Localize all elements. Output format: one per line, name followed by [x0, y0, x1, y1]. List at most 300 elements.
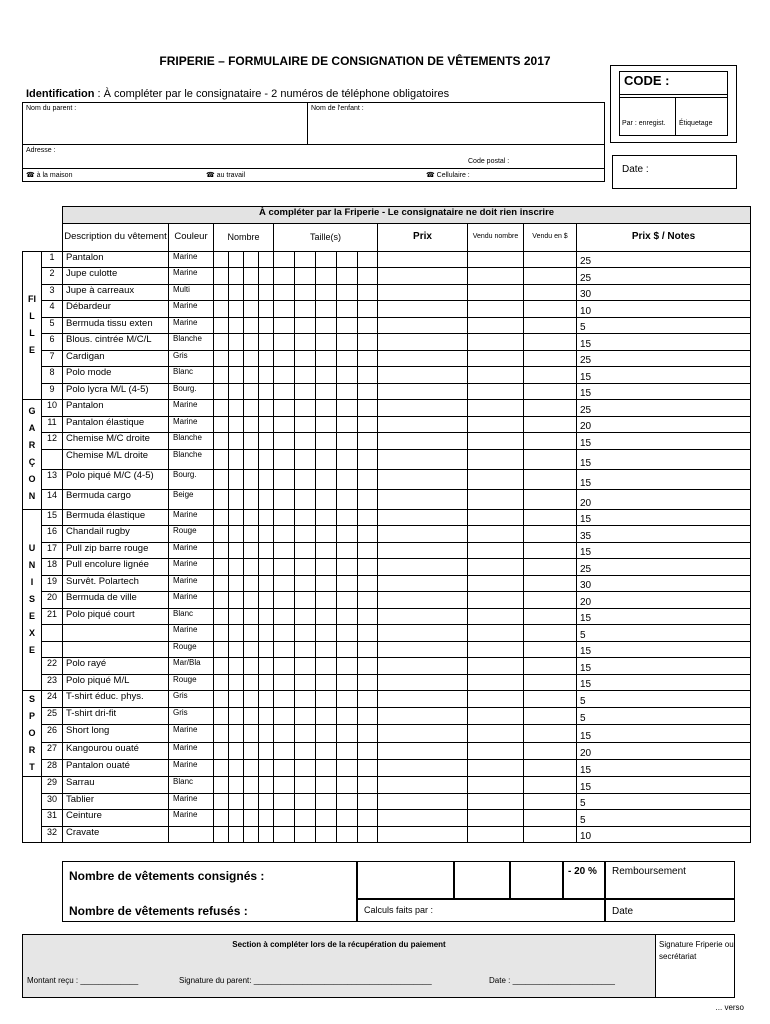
prix-cell[interactable] — [378, 449, 468, 469]
taille-cell[interactable] — [295, 416, 316, 433]
prix-cell[interactable] — [378, 592, 468, 609]
taille-cell[interactable] — [358, 317, 378, 334]
nombre-cell[interactable] — [244, 367, 259, 384]
taille-cell[interactable] — [337, 691, 358, 708]
vendu-nombre-cell[interactable] — [468, 433, 524, 450]
taille-cell[interactable] — [316, 608, 337, 625]
vendu-dollars-cell[interactable] — [524, 251, 577, 268]
taille-cell[interactable] — [274, 469, 295, 489]
taille-cell[interactable] — [337, 367, 358, 384]
vendu-dollars-cell[interactable] — [524, 301, 577, 318]
vendu-dollars-cell[interactable] — [524, 334, 577, 351]
vendu-dollars-cell[interactable] — [524, 317, 577, 334]
taille-cell[interactable] — [295, 509, 316, 526]
taille-cell[interactable] — [274, 350, 295, 367]
taille-cell[interactable] — [274, 826, 295, 843]
prix-cell[interactable] — [378, 810, 468, 827]
taille-cell[interactable] — [274, 542, 295, 559]
taille-cell[interactable] — [295, 826, 316, 843]
vendu-nombre-cell[interactable] — [468, 334, 524, 351]
vendu-nombre-cell[interactable] — [468, 674, 524, 691]
taille-cell[interactable] — [337, 383, 358, 400]
vendu-dollars-cell[interactable] — [524, 509, 577, 526]
vendu-nombre-cell[interactable] — [468, 317, 524, 334]
nombre-cell[interactable] — [259, 449, 274, 469]
date-field[interactable]: Date : — [612, 155, 737, 189]
taille-cell[interactable] — [358, 641, 378, 658]
vendu-nombre-cell[interactable] — [468, 350, 524, 367]
taille-cell[interactable] — [295, 625, 316, 642]
taille-cell[interactable] — [358, 708, 378, 725]
taille-cell[interactable] — [274, 575, 295, 592]
taille-cell[interactable] — [337, 674, 358, 691]
prix-cell[interactable] — [378, 383, 468, 400]
taille-cell[interactable] — [274, 317, 295, 334]
taille-cell[interactable] — [316, 658, 337, 675]
taille-cell[interactable] — [337, 416, 358, 433]
prix-cell[interactable] — [378, 575, 468, 592]
taille-cell[interactable] — [337, 725, 358, 742]
taille-cell[interactable] — [358, 526, 378, 543]
taille-cell[interactable] — [295, 350, 316, 367]
nombre-cell[interactable] — [244, 251, 259, 268]
vendu-nombre-cell[interactable] — [468, 301, 524, 318]
vendu-nombre-cell[interactable] — [468, 367, 524, 384]
taille-cell[interactable] — [358, 334, 378, 351]
nombre-cell[interactable] — [259, 317, 274, 334]
taille-cell[interactable] — [295, 742, 316, 759]
taille-cell[interactable] — [316, 810, 337, 827]
taille-cell[interactable] — [295, 251, 316, 268]
prix-cell[interactable] — [378, 759, 468, 776]
nombre-cell[interactable] — [259, 810, 274, 827]
taille-cell[interactable] — [358, 592, 378, 609]
vendu-nombre-cell[interactable] — [468, 575, 524, 592]
vendu-dollars-cell[interactable] — [524, 383, 577, 400]
taille-cell[interactable] — [274, 742, 295, 759]
nombre-cell[interactable] — [214, 433, 229, 450]
nombre-cell[interactable] — [214, 641, 229, 658]
taille-cell[interactable] — [337, 641, 358, 658]
taille-cell[interactable] — [316, 416, 337, 433]
taille-cell[interactable] — [274, 416, 295, 433]
nombre-cell[interactable] — [229, 383, 244, 400]
parent-signature-field[interactable]: Signature du parent: ________________________________________ — [179, 976, 432, 985]
vendu-nombre-cell[interactable] — [468, 793, 524, 810]
vendu-dollars-cell[interactable] — [524, 416, 577, 433]
taille-cell[interactable] — [358, 826, 378, 843]
nombre-cell[interactable] — [259, 416, 274, 433]
vendu-nombre-cell[interactable] — [468, 559, 524, 576]
taille-cell[interactable] — [358, 542, 378, 559]
nombre-cell[interactable] — [229, 725, 244, 742]
vendu-dollars-cell[interactable] — [524, 469, 577, 489]
nombre-cell[interactable] — [259, 674, 274, 691]
taille-cell[interactable] — [316, 625, 337, 642]
taille-cell[interactable] — [337, 759, 358, 776]
nombre-cell[interactable] — [244, 759, 259, 776]
nombre-cell[interactable] — [244, 317, 259, 334]
vendu-dollars-cell[interactable] — [524, 559, 577, 576]
taille-cell[interactable] — [337, 575, 358, 592]
prix-cell[interactable] — [378, 509, 468, 526]
vendu-nombre-cell[interactable] — [468, 489, 524, 509]
taille-cell[interactable] — [316, 742, 337, 759]
nombre-cell[interactable] — [259, 793, 274, 810]
taille-cell[interactable] — [274, 658, 295, 675]
nombre-cell[interactable] — [259, 367, 274, 384]
taille-cell[interactable] — [316, 826, 337, 843]
nombre-cell[interactable] — [259, 708, 274, 725]
taille-cell[interactable] — [295, 810, 316, 827]
vendu-dollars-cell[interactable] — [524, 608, 577, 625]
nombre-cell[interactable] — [229, 416, 244, 433]
taille-cell[interactable] — [358, 559, 378, 576]
vendu-nombre-cell[interactable] — [468, 777, 524, 794]
nombre-cell[interactable] — [214, 301, 229, 318]
nombre-cell[interactable] — [259, 658, 274, 675]
taille-cell[interactable] — [295, 608, 316, 625]
taille-cell[interactable] — [337, 284, 358, 301]
taille-cell[interactable] — [295, 793, 316, 810]
taille-cell[interactable] — [337, 334, 358, 351]
prix-cell[interactable] — [378, 777, 468, 794]
vendu-nombre-cell[interactable] — [468, 416, 524, 433]
nombre-cell[interactable] — [229, 400, 244, 417]
taille-cell[interactable] — [316, 793, 337, 810]
prix-cell[interactable] — [378, 489, 468, 509]
vendu-nombre-cell[interactable] — [468, 526, 524, 543]
vendu-dollars-total-cell[interactable] — [510, 861, 563, 899]
taille-cell[interactable] — [358, 400, 378, 417]
prix-cell[interactable] — [378, 301, 468, 318]
taille-cell[interactable] — [316, 334, 337, 351]
taille-cell[interactable] — [337, 777, 358, 794]
vendu-dollars-cell[interactable] — [524, 658, 577, 675]
nombre-cell[interactable] — [259, 826, 274, 843]
vendu-dollars-cell[interactable] — [524, 526, 577, 543]
vendu-dollars-cell[interactable] — [524, 542, 577, 559]
taille-cell[interactable] — [295, 759, 316, 776]
taille-cell[interactable] — [274, 334, 295, 351]
taille-cell[interactable] — [274, 268, 295, 285]
calculs-field[interactable]: Calculs faits par : — [357, 899, 605, 922]
nombre-cell[interactable] — [259, 592, 274, 609]
taille-cell[interactable] — [295, 542, 316, 559]
nombre-cell[interactable] — [259, 526, 274, 543]
taille-cell[interactable] — [274, 625, 295, 642]
taille-cell[interactable] — [337, 449, 358, 469]
taille-cell[interactable] — [295, 641, 316, 658]
nombre-cell[interactable] — [229, 742, 244, 759]
vendu-nombre-cell[interactable] — [468, 608, 524, 625]
nombre-cell[interactable] — [244, 489, 259, 509]
taille-cell[interactable] — [337, 400, 358, 417]
taille-cell[interactable] — [337, 810, 358, 827]
home-phone-field[interactable] — [23, 169, 203, 183]
nombre-cell[interactable] — [214, 334, 229, 351]
nombre-cell[interactable] — [214, 725, 229, 742]
vendu-dollars-cell[interactable] — [524, 367, 577, 384]
vendu-nombre-cell[interactable] — [468, 725, 524, 742]
prix-cell[interactable] — [378, 658, 468, 675]
taille-cell[interactable] — [358, 793, 378, 810]
taille-cell[interactable] — [274, 251, 295, 268]
nombre-cell[interactable] — [244, 708, 259, 725]
taille-cell[interactable] — [295, 334, 316, 351]
taille-cell[interactable] — [358, 301, 378, 318]
taille-cell[interactable] — [358, 674, 378, 691]
taille-cell[interactable] — [316, 251, 337, 268]
nombre-cell[interactable] — [244, 575, 259, 592]
nombre-cell[interactable] — [229, 449, 244, 469]
vendu-nombre-cell[interactable] — [468, 383, 524, 400]
nombre-cell[interactable] — [244, 469, 259, 489]
taille-cell[interactable] — [274, 449, 295, 469]
taille-cell[interactable] — [337, 268, 358, 285]
taille-cell[interactable] — [295, 367, 316, 384]
nombre-cell[interactable] — [244, 509, 259, 526]
taille-cell[interactable] — [274, 725, 295, 742]
taille-cell[interactable] — [295, 777, 316, 794]
nombre-cell[interactable] — [229, 641, 244, 658]
taille-cell[interactable] — [274, 793, 295, 810]
nombre-cell[interactable] — [259, 301, 274, 318]
nombre-cell[interactable] — [214, 526, 229, 543]
nombre-cell[interactable] — [259, 469, 274, 489]
taille-cell[interactable] — [274, 433, 295, 450]
nombre-cell[interactable] — [259, 383, 274, 400]
nombre-cell[interactable] — [244, 268, 259, 285]
vendu-nombre-cell[interactable] — [468, 658, 524, 675]
nombre-cell[interactable] — [214, 509, 229, 526]
nombre-cell[interactable] — [214, 810, 229, 827]
vendu-dollars-cell[interactable] — [524, 725, 577, 742]
taille-cell[interactable] — [337, 559, 358, 576]
nombre-cell[interactable] — [259, 759, 274, 776]
taille-cell[interactable] — [316, 542, 337, 559]
taille-cell[interactable] — [358, 416, 378, 433]
taille-cell[interactable] — [316, 509, 337, 526]
nombre-cell[interactable] — [244, 559, 259, 576]
taille-cell[interactable] — [295, 400, 316, 417]
nombre-cell[interactable] — [214, 400, 229, 417]
nombre-cell[interactable] — [259, 559, 274, 576]
taille-cell[interactable] — [358, 509, 378, 526]
vendu-nombre-cell[interactable] — [468, 284, 524, 301]
taille-cell[interactable] — [337, 509, 358, 526]
vendu-dollars-cell[interactable] — [524, 641, 577, 658]
nombre-cell[interactable] — [259, 284, 274, 301]
nombre-cell[interactable] — [214, 625, 229, 642]
prix-cell[interactable] — [378, 251, 468, 268]
nombre-cell[interactable] — [244, 433, 259, 450]
taille-cell[interactable] — [358, 433, 378, 450]
prix-cell[interactable] — [378, 433, 468, 450]
taille-cell[interactable] — [295, 383, 316, 400]
prix-cell[interactable] — [378, 350, 468, 367]
taille-cell[interactable] — [316, 526, 337, 543]
summary-date-field[interactable]: Date — [605, 899, 735, 922]
taille-cell[interactable] — [358, 608, 378, 625]
nombre-cell[interactable] — [259, 742, 274, 759]
taille-cell[interactable] — [295, 317, 316, 334]
nombre-cell[interactable] — [244, 301, 259, 318]
vendu-nombre-cell[interactable] — [468, 268, 524, 285]
taille-cell[interactable] — [316, 268, 337, 285]
nombre-cell[interactable] — [229, 526, 244, 543]
nombre-cell[interactable] — [244, 625, 259, 642]
taille-cell[interactable] — [274, 383, 295, 400]
taille-cell[interactable] — [337, 625, 358, 642]
taille-cell[interactable] — [337, 542, 358, 559]
vendu-dollars-cell[interactable] — [524, 742, 577, 759]
taille-cell[interactable] — [337, 708, 358, 725]
nombre-cell[interactable] — [259, 350, 274, 367]
nombre-cell[interactable] — [214, 469, 229, 489]
nombre-cell[interactable] — [214, 284, 229, 301]
vendu-dollars-cell[interactable] — [524, 674, 577, 691]
nombre-cell[interactable] — [259, 268, 274, 285]
nombre-cell[interactable] — [214, 674, 229, 691]
taille-cell[interactable] — [337, 489, 358, 509]
prix-cell[interactable] — [378, 416, 468, 433]
prix-cell[interactable] — [378, 400, 468, 417]
nombre-cell[interactable] — [229, 674, 244, 691]
nombre-cell[interactable] — [259, 251, 274, 268]
vendu-dollars-cell[interactable] — [524, 592, 577, 609]
taille-cell[interactable] — [316, 641, 337, 658]
nombre-cell[interactable] — [214, 742, 229, 759]
vendu-dollars-cell[interactable] — [524, 625, 577, 642]
nombre-cell[interactable] — [244, 674, 259, 691]
nombre-cell[interactable] — [259, 691, 274, 708]
vendu-dollars-cell[interactable] — [524, 575, 577, 592]
nombre-cell[interactable] — [229, 559, 244, 576]
vendu-dollars-cell[interactable] — [524, 433, 577, 450]
vendu-dollars-cell[interactable] — [524, 691, 577, 708]
nombre-cell[interactable] — [229, 542, 244, 559]
nombre-cell[interactable] — [229, 575, 244, 592]
taille-cell[interactable] — [358, 449, 378, 469]
taille-cell[interactable] — [337, 526, 358, 543]
taille-cell[interactable] — [274, 301, 295, 318]
prix-cell[interactable] — [378, 641, 468, 658]
taille-cell[interactable] — [337, 742, 358, 759]
taille-cell[interactable] — [316, 708, 337, 725]
nombre-cell[interactable] — [244, 416, 259, 433]
taille-cell[interactable] — [337, 793, 358, 810]
taille-cell[interactable] — [316, 777, 337, 794]
taille-cell[interactable] — [295, 489, 316, 509]
taille-cell[interactable] — [274, 559, 295, 576]
vendu-nombre-cell[interactable] — [468, 759, 524, 776]
taille-cell[interactable] — [316, 759, 337, 776]
nombre-cell[interactable] — [214, 317, 229, 334]
nombre-cell[interactable] — [214, 416, 229, 433]
taille-cell[interactable] — [316, 350, 337, 367]
nombre-cell[interactable] — [229, 691, 244, 708]
nombre-cell[interactable] — [214, 592, 229, 609]
taille-cell[interactable] — [295, 559, 316, 576]
taille-cell[interactable] — [358, 575, 378, 592]
vendu-nombre-cell[interactable] — [468, 691, 524, 708]
nombre-cell[interactable] — [259, 509, 274, 526]
taille-cell[interactable] — [358, 469, 378, 489]
taille-cell[interactable] — [295, 575, 316, 592]
taille-cell[interactable] — [316, 559, 337, 576]
taille-cell[interactable] — [274, 608, 295, 625]
parent-name-field[interactable] — [23, 103, 308, 145]
taille-cell[interactable] — [274, 526, 295, 543]
nombre-cell[interactable] — [244, 284, 259, 301]
vendu-dollars-cell[interactable] — [524, 284, 577, 301]
prix-cell[interactable] — [378, 625, 468, 642]
nombre-cell[interactable] — [214, 268, 229, 285]
nombre-cell[interactable] — [229, 608, 244, 625]
taille-cell[interactable] — [316, 691, 337, 708]
taille-cell[interactable] — [316, 383, 337, 400]
taille-cell[interactable] — [316, 433, 337, 450]
nombre-cell[interactable] — [229, 509, 244, 526]
remboursement-cell[interactable]: Remboursement — [605, 861, 735, 899]
taille-cell[interactable] — [295, 725, 316, 742]
nombre-cell[interactable] — [214, 826, 229, 843]
taille-cell[interactable] — [316, 400, 337, 417]
nombre-cell[interactable] — [214, 575, 229, 592]
prix-cell[interactable] — [378, 725, 468, 742]
vendu-nombre-cell[interactable] — [468, 251, 524, 268]
cell-phone-field[interactable] — [423, 169, 604, 183]
taille-cell[interactable] — [274, 777, 295, 794]
taille-cell[interactable] — [316, 575, 337, 592]
taille-cell[interactable] — [337, 433, 358, 450]
nombre-cell[interactable] — [229, 317, 244, 334]
nombre-cell[interactable] — [244, 810, 259, 827]
taille-cell[interactable] — [358, 268, 378, 285]
address-field[interactable] — [23, 145, 604, 169]
nombre-cell[interactable] — [229, 777, 244, 794]
taille-cell[interactable] — [316, 725, 337, 742]
vendu-dollars-cell[interactable] — [524, 489, 577, 509]
nombre-cell[interactable] — [229, 367, 244, 384]
vendu-dollars-cell[interactable] — [524, 708, 577, 725]
taille-cell[interactable] — [358, 777, 378, 794]
nombre-cell[interactable] — [244, 592, 259, 609]
nombre-cell[interactable] — [229, 350, 244, 367]
vendu-nombre-cell[interactable] — [468, 592, 524, 609]
prix-cell[interactable] — [378, 268, 468, 285]
nombre-cell[interactable] — [229, 793, 244, 810]
prix-cell[interactable] — [378, 317, 468, 334]
vendu-nombre-cell[interactable] — [468, 449, 524, 469]
code-enregist-field[interactable]: Par : enregist. — [622, 120, 666, 127]
nombre-cell[interactable] — [259, 334, 274, 351]
vendu-nombre-cell[interactable] — [468, 641, 524, 658]
nombre-cell[interactable] — [214, 793, 229, 810]
nombre-cell[interactable] — [244, 658, 259, 675]
vendu-dollars-cell[interactable] — [524, 810, 577, 827]
vendu-dollars-cell[interactable] — [524, 350, 577, 367]
taille-cell[interactable] — [316, 489, 337, 509]
taille-cell[interactable] — [358, 742, 378, 759]
prix-cell[interactable] — [378, 559, 468, 576]
nombre-cell[interactable] — [229, 592, 244, 609]
prix-cell[interactable] — [378, 708, 468, 725]
taille-cell[interactable] — [274, 367, 295, 384]
taille-cell[interactable] — [358, 350, 378, 367]
nombre-cell[interactable] — [214, 608, 229, 625]
